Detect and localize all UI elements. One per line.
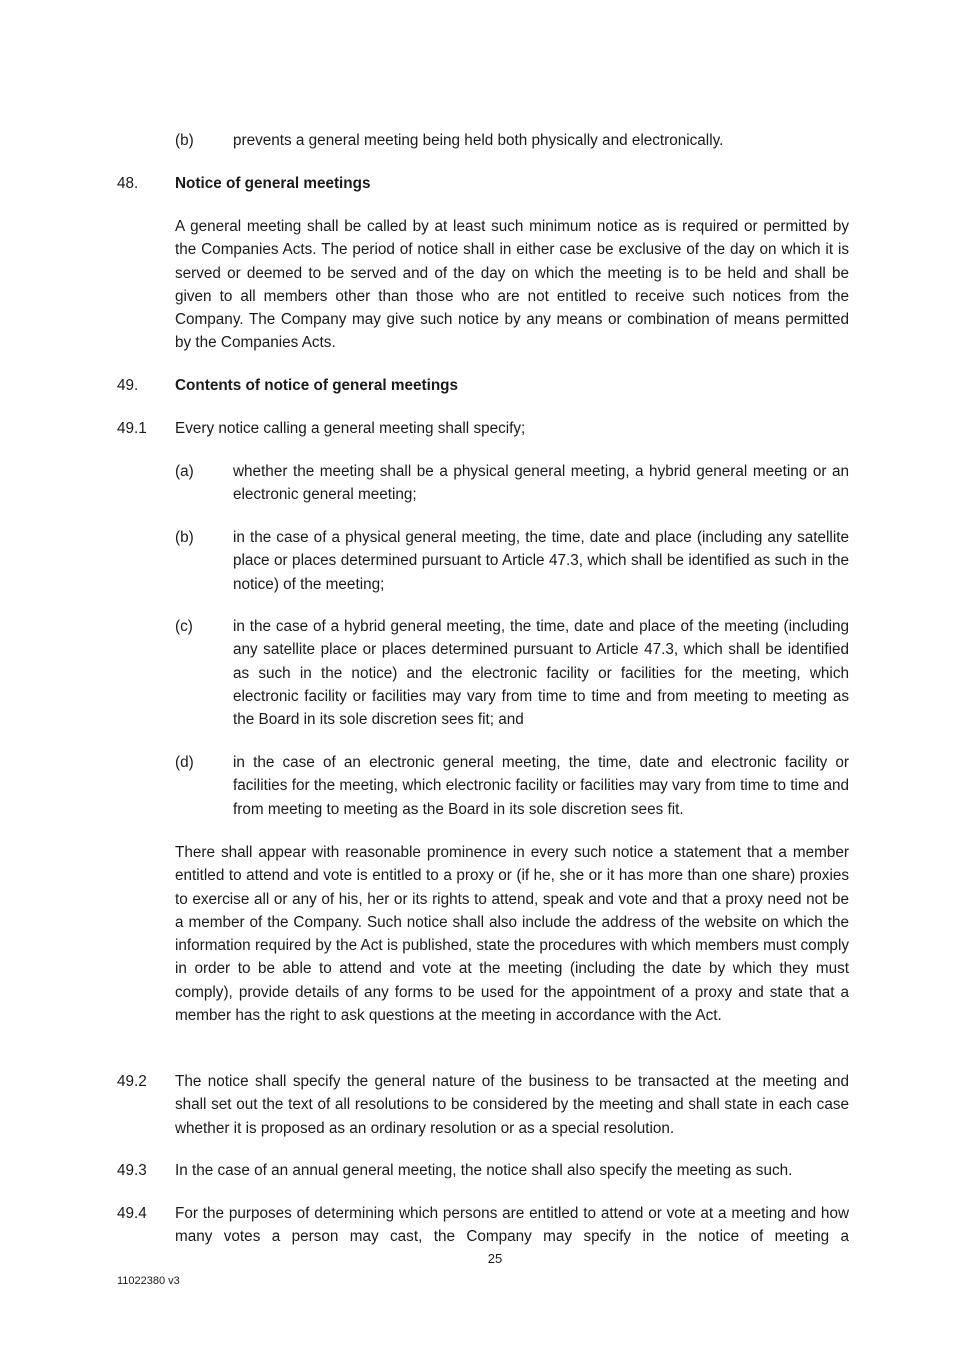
item-text: prevents a general meeting being held both physically and electronically. [233, 132, 724, 149]
clause-text: Every notice calling a general meeting shall specify; [175, 420, 526, 437]
clause-number: 49.3 [117, 1162, 147, 1179]
item-text: in the case of a physical general meeting, the time, date and place (including any satellite place or places determined pursuant to Article 47.3, which shall be identified as such in the notice) of the meeting; [233, 529, 849, 593]
item-label: (d) [175, 754, 194, 771]
page-number: 25 [487, 1251, 503, 1266]
article-heading: Notice of general meetings [175, 175, 371, 192]
item-text: in the case of an electronic general meeting, the time, date and electronic facility or facilities for the meeting, which electronic facility or facilities may vary from time to time and from meeting to meeting as the Board in its sole discretion sees fit. [233, 754, 849, 818]
item-text: whether the meeting shall be a physical general meeting, a hybrid general meeting or an electronic general meeting; [233, 463, 849, 504]
paragraph: A general meeting shall be called by at least such minimum notice as is required or permitted by the Companies Acts. The period of notice shall in either case be exclusive of the day on which it is served or deemed to be served and of the day on which the meeting is to be held and shall be given to all members other than those who are not entitled to receive such notices from the Company. The Company may give such notice by any means or combination of means permitted by the Companies Acts. [175, 218, 849, 352]
clause-number: 49.1 [117, 420, 147, 437]
article-heading: Contents of notice of general meetings [175, 377, 459, 394]
clause-number: 49.2 [117, 1073, 147, 1090]
paragraph: There shall appear with reasonable prominence in every such notice a statement that a member entitled to attend and vote is entitled to a proxy or (if he, she or it has more than one share) proxies to exercise all or any of his, her or its rights to attend, speak and vote and that a proxy need not be a member of the Company. Such notice shall also include the address of the website on which the information required by the Act is published, state the procedures with which members must comply in order to be able to attend and vote at the meeting (including the date by which they must comply), provide details of any forms to be used for the appointment of a proxy and state that a member has the right to ask questions at the meeting in accordance with the Act. [175, 844, 849, 1025]
clause-text: For the purposes of determining which persons are entitled to attend or vote at a meeting and how many votes a person may cast, the Company may specify in the notice of meeting a [175, 1205, 849, 1246]
item-text: in the case of a hybrid general meeting, the time, date and place of the meeting (including any satellite place or places determined pursuant to Article 47.3, which shall be identified as such in the notice) and the electronic facility or facilities for the meeting, which electronic facility or facilities may vary from time to time and from meeting to meeting as the Board in its sole discretion sees fit; and [233, 618, 849, 729]
item-label: (c) [175, 618, 193, 635]
clause-text: The notice shall specify the general nature of the business to be transacted at the meeting and shall set out the text of all resolutions to be considered by the meeting and shall state in each case whether it is proposed as an ordinary resolution or as a special resolution. [175, 1073, 849, 1137]
item-label: (b) [175, 529, 194, 546]
clause-number: 49.4 [117, 1205, 147, 1222]
item-label: (b) [175, 132, 194, 149]
document-reference: 11022380 v3 [117, 1275, 180, 1287]
article-number: 48. [117, 175, 139, 192]
item-label: (a) [175, 463, 194, 480]
clause-text: In the case of an annual general meeting, the notice shall also specify the meeting as such. [175, 1162, 793, 1179]
article-number: 49. [117, 377, 139, 394]
